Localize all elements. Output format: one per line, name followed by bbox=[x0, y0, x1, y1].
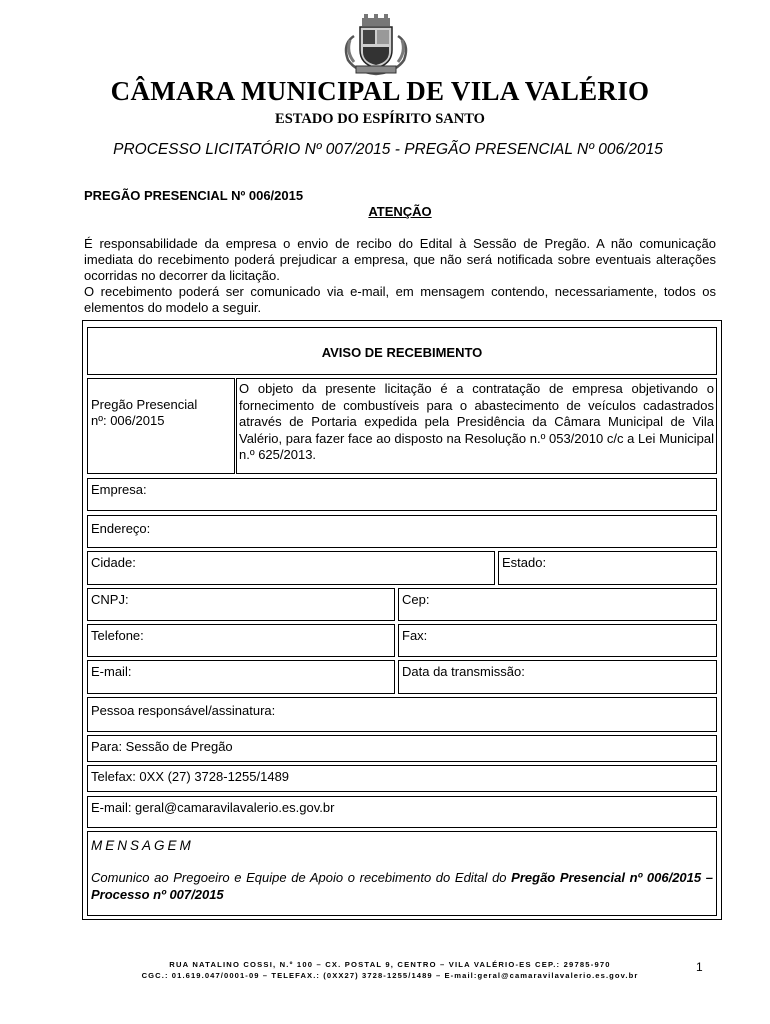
pregao-heading: PREGÃO PRESENCIAL Nº 006/2015 bbox=[84, 188, 304, 203]
state-subtitle: ESTADO DO ESPÍRITO SANTO bbox=[275, 111, 485, 127]
telefax-cell bbox=[87, 765, 717, 792]
empresa-label: Empresa: bbox=[91, 482, 147, 497]
responsavel-field[interactable] bbox=[87, 697, 717, 732]
cidade-label: Cidade: bbox=[91, 555, 136, 570]
pregao-number-label bbox=[91, 397, 197, 429]
para-cell bbox=[87, 735, 717, 762]
email-destino-cell bbox=[87, 796, 717, 828]
footer-contact: CGC.: 01.619.047/0001-09 – TELEFAX.: (0XX27) 3728-1255/1489 – E-mail:geral@camaravilavalerio.es.gov.br bbox=[141, 971, 639, 980]
cnpj-label: CNPJ: bbox=[91, 592, 129, 607]
telefone-label: Telefone: bbox=[91, 628, 144, 643]
form-title: AVISO DE RECEBIMENTO bbox=[321, 345, 483, 360]
email-field[interactable] bbox=[87, 660, 395, 694]
cidade-field[interactable] bbox=[87, 551, 495, 585]
page-number: 1 bbox=[696, 960, 703, 974]
fax-label: Fax: bbox=[402, 628, 428, 643]
telefone-field[interactable] bbox=[87, 624, 395, 657]
data-transmissao-field[interactable] bbox=[398, 660, 717, 694]
attention-heading: ATENÇÃO bbox=[368, 204, 432, 219]
email-label: E-mail: bbox=[91, 664, 132, 679]
estado-field[interactable] bbox=[498, 551, 717, 585]
intro-paragraph-1: É responsabilidade da empresa o envio de recibo do Edital à Sessão de Pregão. A não comunicação imediata do recebimento poderá prejudicar a empresa, que não será notificada sobre eventuais alterações ocorridas no decorrer da licitação. bbox=[84, 236, 716, 283]
fax-field[interactable] bbox=[398, 624, 717, 657]
pregao-label-line2: nº: 006/2015 bbox=[91, 413, 165, 428]
pregao-number-cell bbox=[87, 378, 235, 474]
pregao-label-line1: Pregão Presencial bbox=[91, 397, 198, 412]
telefax-text: Telefax: 0XX (27) 3728-1255/1489 bbox=[91, 769, 290, 784]
responsavel-label: Pessoa responsável/assinatura: bbox=[91, 703, 276, 718]
mensagem-title: MENSAGEM bbox=[91, 838, 194, 853]
page-title: CÂMARA MUNICIPAL DE VILA VALÉRIO bbox=[110, 76, 650, 106]
endereco-field[interactable] bbox=[87, 515, 717, 548]
form-title-cell bbox=[87, 327, 717, 375]
email-destino-text: E-mail: geral@camaravilavalerio.es.gov.br bbox=[91, 800, 335, 815]
mensagem-bold-text: Pregão Presencial nº 006/2015 – Processo nº 007/2015 bbox=[91, 870, 713, 902]
mensagem-body bbox=[91, 869, 713, 903]
cep-label: Cep: bbox=[402, 592, 430, 607]
empresa-field[interactable] bbox=[87, 478, 717, 511]
cep-field[interactable] bbox=[398, 588, 717, 621]
object-description-cell bbox=[236, 378, 717, 474]
object-description: O objeto da presente licitação é a contratação de empresa objetivando o fornecimento de combustíveis para o abastecimento de veículos cadastrados através de Portaria expedida pela Presidência da Câmara Municipal de Vila Valério, para fazer face ao disposto na Resolução n.º 053/2010 c/c a Lei Municipal n.º 625/2013. bbox=[239, 381, 714, 462]
coat-of-arms-logo bbox=[340, 14, 412, 76]
intro-paragraph-2: O recebimento poderá ser comunicado via e-mail, em mensagem contendo, necessariamente, todos os elementos do modelo a seguir. bbox=[84, 284, 716, 315]
mensagem-text: Comunico ao Pregoeiro e Equipe de Apoio o recebimento do Edital do bbox=[91, 870, 512, 885]
mensagem-cell bbox=[87, 831, 717, 916]
footer-address: RUA NATALINO COSSI, N.º 100 – CX. POSTAL 9, CENTRO – VILA VALÉRIO-ES CEP.: 29785-970 bbox=[169, 960, 611, 969]
endereco-label: Endereço: bbox=[91, 521, 151, 536]
data-transmissao-label: Data da transmissão: bbox=[402, 664, 525, 679]
process-line: PROCESSO LICITATÓRIO Nº 007/2015 - PREGÃO PRESENCIAL Nº 006/2015 bbox=[113, 141, 663, 158]
para-text: Para: Sessão de Pregão bbox=[91, 739, 233, 754]
cnpj-field[interactable] bbox=[87, 588, 395, 621]
estado-label: Estado: bbox=[502, 555, 547, 570]
